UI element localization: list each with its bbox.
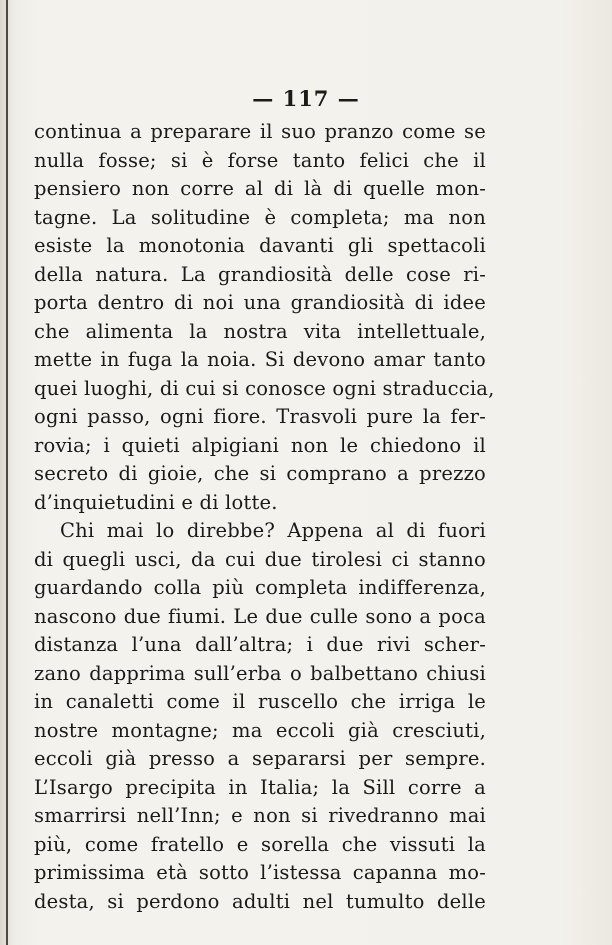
- text-line: smarrirsi nell’Inn; e non si rivedranno mai: [34, 804, 486, 827]
- text-line: zano dapprima sull’erba o balbettano chiusi: [34, 661, 486, 685]
- text-line: che alimenta la nostra vita intellettuale,: [34, 319, 486, 343]
- text-line: della natura. La grandiosità delle cose ri-: [34, 262, 486, 286]
- text-line: desta, si perdono adulti nel tumulto delle: [34, 889, 486, 913]
- text-line: più, come fratello e sorella che vissuti la: [34, 832, 486, 856]
- text-line: di quegli usci, da cui due tirolesi ci stanno: [34, 547, 486, 571]
- paragraph-end-line: d’inquietudini e di lotte.: [34, 490, 278, 514]
- text-line: secreto di gioie, che si comprano a prezzo: [34, 462, 486, 485]
- text-line: eccoli già presso a separarsi per sempre.: [34, 747, 486, 770]
- text-line: nulla fosse; si è forse tanto felici che il: [34, 148, 486, 172]
- text-line: pensiero non corre al di là di quelle mon-: [34, 177, 486, 200]
- text-line: esiste la monotonia davanti gli spettacoli: [34, 234, 486, 257]
- text-line: in canaletti come il ruscello che irriga le: [34, 690, 486, 713]
- text-line: rovia; i quieti alpigiani non le chiedono il: [34, 433, 486, 457]
- page-number: — 117 —: [252, 86, 360, 111]
- text-line: nascono due fiumi. Le due culle sono a poca: [34, 604, 486, 628]
- text-line: primissima età sotto l’istessa capanna mo-: [34, 861, 486, 884]
- text-line: tagne. La solitudine è completa; ma non: [34, 205, 486, 229]
- text-line: continua a preparare il suo pranzo come se: [34, 120, 486, 143]
- text-line: distanza l’una dall’altra; i due rivi scher-: [34, 633, 486, 656]
- text-line: quei luoghi, di cui si conosce ogni straduccia,: [34, 376, 495, 400]
- text-line: porta dentro di noi una grandiosità di idee: [34, 291, 486, 314]
- paragraph-start-line: Chi mai lo direbbe? Appena al di fuori: [60, 519, 486, 542]
- body-text: [34, 118, 495, 916]
- text-line: guardando colla più completa indifferenza,: [34, 576, 486, 599]
- text-line: mette in fuga la noia. Si devono amar tanto: [34, 348, 486, 371]
- text-line: nostre montagne; ma eccoli già cresciuti,: [34, 718, 486, 742]
- text-line: L’Isargo precipita in Italia; la Sill corre a: [34, 775, 486, 799]
- text-line: ogni passo, ogni fiore. Trasvoli pure la fer-: [34, 405, 486, 428]
- page-edge: [6, 0, 8, 945]
